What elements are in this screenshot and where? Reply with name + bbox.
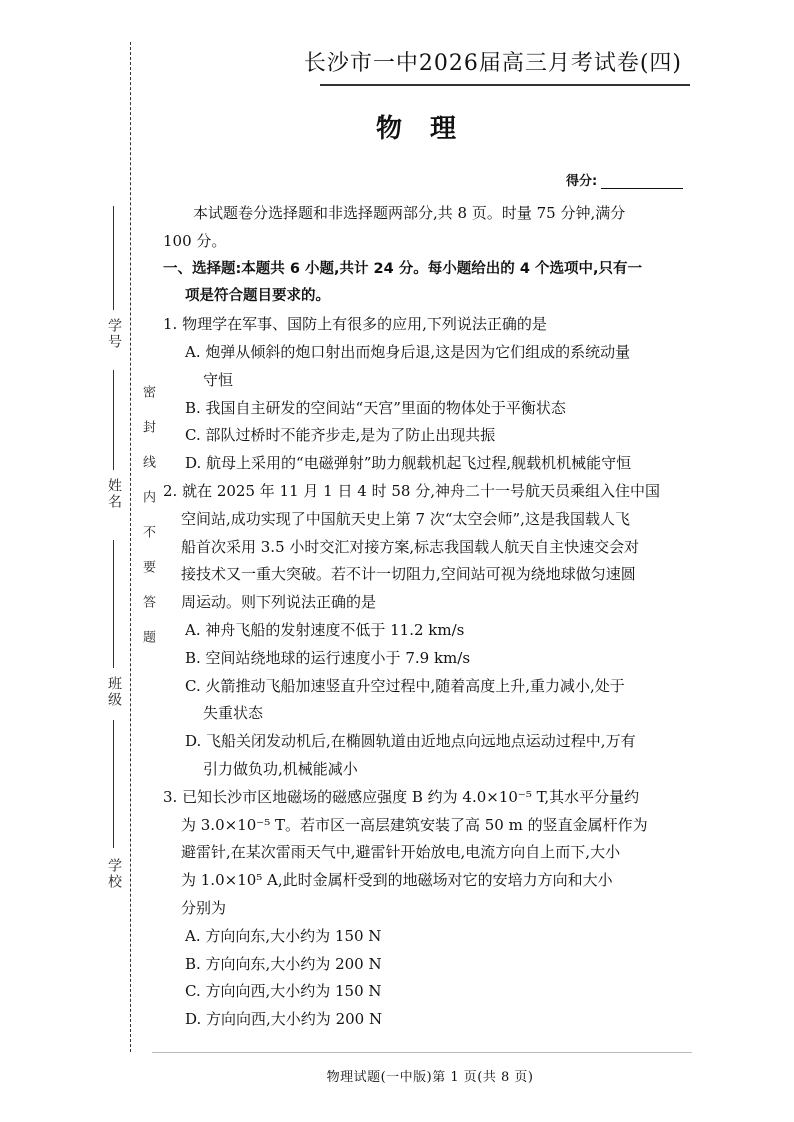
section-heading-line-1: 一、选择题:本题共 6 小题,共计 24 分。每小题给出的 4 个选项中,只有一: [163, 260, 642, 277]
class-label: 班级: [106, 676, 122, 708]
option-a[interactable]: A. 神舟飞船的发射速度不低于 11.2 km/s: [185, 620, 465, 639]
stem-line: 空间站,成功实现了中国航天史上第 7 次“太空会师”,这是我国载人飞: [181, 509, 630, 528]
option-a[interactable]: A. 方向向东,大小约为 150 N: [185, 926, 382, 945]
exam-title: 长沙市一中2026届高三月考试卷(四): [303, 51, 682, 76]
stem-line: 2. 就在 2025 年 11 月 1 日 4 时 58 分,神舟二十一号航天员乘组入住中国: [163, 481, 660, 500]
stem-line: 分别为: [181, 898, 227, 917]
stem-line: 为 1.0×10⁵ A,此时金属杆受到的地磁场对它的安培力方向和大小: [181, 871, 613, 890]
option-c[interactable]: C. 部队过桥时不能齐步走,是为了防止出现共振: [185, 426, 496, 445]
option-b[interactable]: B. 方向向东,大小约为 200 N: [185, 954, 382, 973]
stem-line: 为 3.0×10⁻⁵ T。若市区一高层建筑安装了高 50 m 的竖直金属杆作为: [181, 815, 648, 834]
school-blank: [113, 720, 114, 848]
stem-line: 船首次采用 3.5 小时交汇对接方案,标志我国载人航天自主快速交会对: [181, 537, 640, 556]
stem-line: 避雷针,在某次雷雨天气中,避雷针开始放电,电流方向自上而下,大小: [181, 843, 621, 862]
score-blank[interactable]: [601, 176, 683, 189]
option-b[interactable]: B. 我国自主研发的空间站“天宫”里面的物体处于平衡状态: [185, 398, 566, 417]
stem-line: 1. 物理学在军事、国防上有很多的应用,下列说法正确的是: [163, 315, 547, 334]
footer-rule: [152, 1052, 692, 1053]
option-d[interactable]: D. 飞船关闭发动机后,在椭圆轨道由近地点向远地点运动过程中,万有 引力做负功,机械能减小: [185, 732, 636, 778]
student-id-label: 学号: [106, 318, 122, 350]
option-c[interactable]: C. 火箭推动飞船加速竖直升空过程中,随着高度上升,重力减小,处于 失重状态: [185, 676, 625, 723]
stem-line: 周运动。则下列说法正确的是: [181, 593, 377, 612]
page-footer: 物理试题(一中版)第 1 页(共 8 页): [326, 1070, 534, 1085]
stem-line: 接技术又一重大突破。若不计一切阻力,空间站可视为绕地球做匀速圆: [181, 565, 636, 584]
score-label: 得分:: [566, 174, 598, 189]
question-stem: [163, 311, 691, 339]
school-label: 学校: [106, 858, 122, 890]
question-1: [163, 311, 691, 478]
intro-line-2: 100 分。: [163, 231, 227, 250]
section-heading-line-2: 项是符合题目要求的。: [185, 288, 330, 305]
option-b[interactable]: B. 空间站绕地球的运行速度小于 7.9 km/s: [185, 648, 471, 667]
score-field: [566, 170, 683, 189]
option-d[interactable]: D. 方向向西,大小约为 200 N: [185, 1010, 383, 1029]
subject-title: 物理: [375, 114, 484, 144]
question-2: [163, 478, 691, 784]
class-blank: [113, 540, 114, 668]
question-stem: [163, 784, 691, 923]
option-c[interactable]: C. 方向向西,大小约为 150 N: [185, 982, 382, 1001]
header-rule: [320, 84, 690, 86]
name-label: 姓名: [106, 478, 122, 510]
exam-content: [163, 200, 691, 1034]
section-heading: [163, 256, 691, 312]
option-a[interactable]: A. 炮弹从倾斜的炮口射出而炮身后退,这是因为它们组成的系统动量 守恒: [185, 342, 631, 389]
question-3: [163, 784, 691, 1034]
question-stem: [163, 478, 691, 617]
seal-warning: 密封线内不要答题: [140, 385, 155, 665]
student-id-blank: [113, 206, 114, 310]
stem-line: 3. 已知长沙市区地磁场的磁感应强度 B 约为 4.0×10⁻⁵ T,其水平分量约: [163, 787, 640, 806]
binding-dashed-line: [130, 42, 131, 1052]
intro-line-1: 本试题卷分选择题和非选择题两部分,共 8 页。时量 75 分钟,满分: [193, 204, 626, 222]
option-d[interactable]: D. 航母上采用的“电磁弹射”助力舰载机起飞过程,舰载机机械能守恒: [185, 454, 632, 473]
name-blank: [113, 370, 114, 470]
